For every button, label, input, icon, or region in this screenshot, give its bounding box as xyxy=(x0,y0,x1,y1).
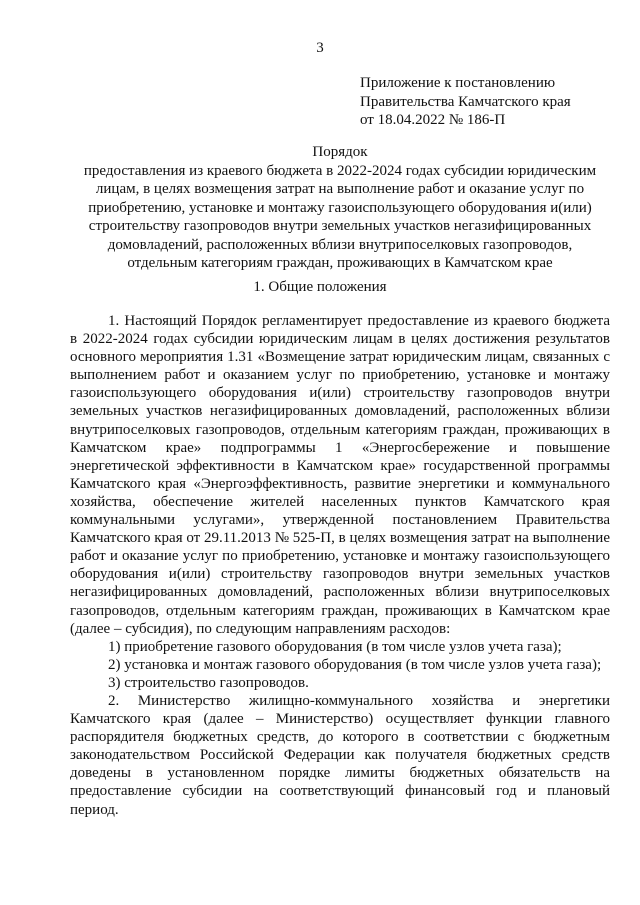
list-item: 2) установка и монтаж газового оборудования (в том числе узлов учета газа); xyxy=(108,656,602,673)
title-line: домовладений, расположенных вблизи внутрипоселковых газопроводов, xyxy=(107,236,573,253)
document-body xyxy=(70,312,610,819)
title-line: приобретению, установке и монтажу газоиспользующего оборудования и(или) xyxy=(88,199,592,216)
appendix-line-3: от 18.04.2022 № 186-П xyxy=(360,112,506,128)
list-item: 3) строительство газопроводов. xyxy=(108,674,309,691)
title-heading: Порядок xyxy=(312,144,368,160)
document-title xyxy=(70,143,610,273)
paragraph-2: 2. Министерство жилищно-коммунального хозяйства и энергетики Камчатского края (далее – Министерство) осуществляет функции главного распорядителя бюджетных средств, до которого в соответствии с бюджетным законодательством Российской Федерации как получателя бюджетных средств доведены в установленном порядке лимиты бюджетных обязательств на предоставление субсидии на соответствующий финансовый год и плановый период. xyxy=(70,692,610,818)
appendix-line-1: Приложение к постановлению xyxy=(360,75,556,91)
paragraph-1: 1. Настоящий Порядок регламентирует предоставление из краевого бюджета в 2022-2024 годах субсидии юридическим лицам в целях достижения результатов основного мероприятия 1.31 «Возмещение затрат юридическим лицам, связанных с выполнением работ и оказанием услуг по приобретению, установке и монтажу газоиспользующего оборудования и(или) строительству газопроводов внутри земельных участков негазифицированных домовладений, расположенных вблизи внутрипоселковых газопроводов, отдельным категориям граждан, проживающих в Камчатском крае» подпрограммы 1 «Энергосбережение и повышение энергетической эффективности в Камчатском крае» государственной программы Камчатского края «Энергоэффективность, развитие энергетики и коммунального хозяйства, обеспечение жителей населенных пунктов Камчатского края коммунальными услугами», утвержденной постановлением Правительства Камчатского края от 29.11.2013 № 525-П, в целях возмещения затрат на выполнение работ и оказание услуг по приобретению, установке и монтажу газоиспользующего оборудования и(или) строительству газопроводов внутри земельных участков негазифицированных домовладений, расположенных вблизи внутрипоселковых газопроводов, отдельным категориям граждан, проживающих в Камчатском крае (далее – субсидия), по следующим направлениям расходов: xyxy=(70,313,610,637)
section-heading: 1. Общие положения xyxy=(253,279,387,295)
page-number: 3 xyxy=(316,40,324,56)
title-line: отдельным категориям граждан, проживающих в Камчатском крае xyxy=(127,255,553,271)
list-item: 1) приобретение газового оборудования (в том числе узлов учета газа); xyxy=(108,638,562,655)
title-line: лицам, в целях возмещения затрат на выполнение работ и оказание услуг по xyxy=(95,181,585,197)
title-line: предоставления из краевого бюджета в 2022-2024 годах субсидии юридическим xyxy=(83,162,597,179)
title-line: строительству газопроводов внутри земельных участков негазифицированных xyxy=(88,218,592,234)
appendix-line-2: Правительства Камчатского края xyxy=(360,93,571,110)
appendix-header xyxy=(360,74,610,130)
